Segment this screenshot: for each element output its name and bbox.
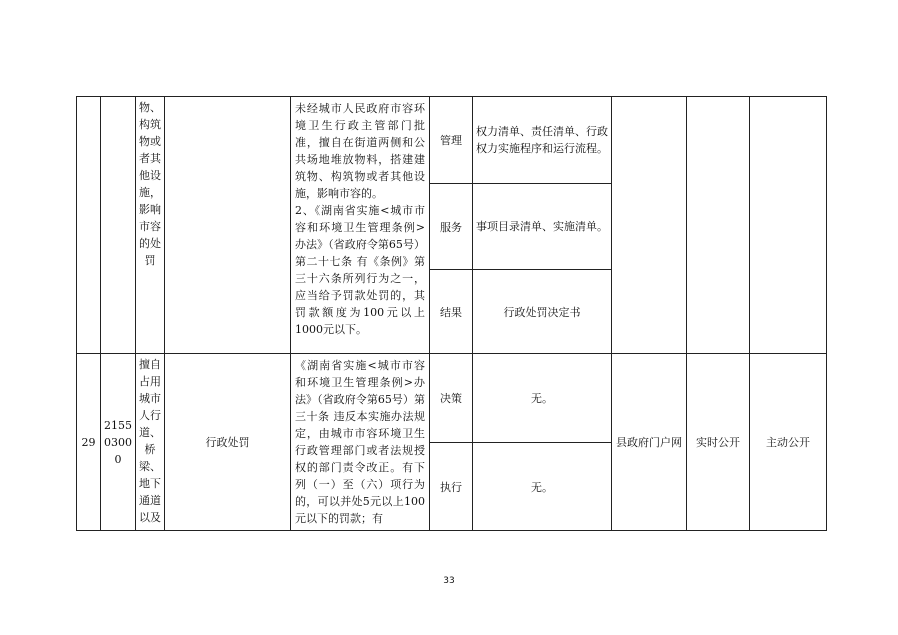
stage-cell: 管理 (430, 97, 473, 184)
seq-cell (77, 97, 101, 354)
time-cell (687, 97, 750, 354)
basis-cell: 未经城市人民政府市容环境卫生行政主管部门批准，擅自在街道两侧和公共场地堆放物料，搭建建筑物、构筑物或者其他设施，影响市容的。 2、《湖南省实施<城市市容和环境卫生管理条例>办法》（省政府令第65号）第二十七条 有《条例》第三十六条所列行为之一，应当给予罚款处罚的，其罚款额度为100元以上1000元以下。 (291, 97, 430, 354)
channel-cell: 县政府门户网 (612, 354, 687, 531)
content-cell: 行政处罚决定书 (473, 270, 612, 354)
page-number: 33 (443, 576, 455, 586)
content-cell: 无。 (473, 443, 612, 531)
content-cell: 权力清单、责任清单、行政权力实施程序和运行流程。 (473, 97, 612, 184)
mode-cell: 主动公开 (750, 354, 827, 531)
code-cell: 215503000 (101, 354, 136, 531)
content-cell: 事项目录清单、实施清单。 (473, 184, 612, 270)
stage-cell: 结果 (430, 270, 473, 354)
code-cell (101, 97, 136, 354)
type-cell: 行政处罚 (165, 354, 291, 531)
type-cell (165, 97, 291, 354)
stage-cell: 决策 (430, 354, 473, 443)
mode-cell (750, 97, 827, 354)
table-row (77, 97, 827, 184)
content-cell: 无。 (473, 354, 612, 443)
item-name-cell: 擅自占用城市人行道、桥梁、地下通道以及 (136, 354, 165, 531)
item-name-cell: 物、构筑物或者其他设施，影响市容的处罚 (136, 97, 165, 354)
time-cell: 实时公开 (687, 354, 750, 531)
seq-cell: 29 (77, 354, 101, 531)
channel-cell (612, 97, 687, 354)
stage-cell: 执行 (430, 443, 473, 531)
basis-cell: 《湖南省实施<城市市容和环境卫生管理条例>办法》（省政府令第65号）第三十条 违反本实施办法规定，由城市市容环境卫生行政管理部门或者法规授权的部门责令改正。有下列（一）至（六）项行为的，可以并处5元以上100元以下的罚款；有 (291, 354, 430, 531)
disclosure-table (76, 96, 827, 531)
stage-cell: 服务 (430, 184, 473, 270)
table-row (77, 354, 827, 443)
